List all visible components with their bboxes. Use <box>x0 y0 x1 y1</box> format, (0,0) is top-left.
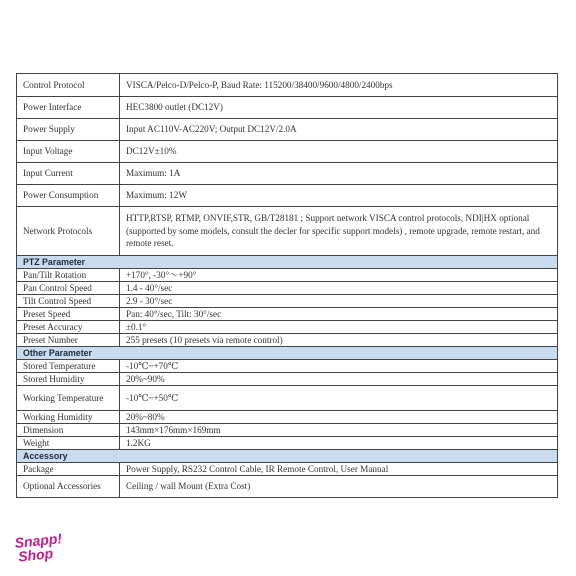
spec-value: HTTP,RTSP, RTMP, ONVIF,STR, GB/T28181 ; Support network VISCA control protocols, NDI|HX optional (supported by some models, consult the decler for specific support models) , remote upgrade, remote restart, and remote reset. <box>120 207 558 256</box>
section-title: Accessory <box>17 450 558 463</box>
spec-key: Control Protocol <box>17 74 120 97</box>
spec-key: Preset Number <box>17 334 120 347</box>
section-header <box>17 450 558 463</box>
table-row <box>17 185 558 207</box>
spec-value: ±0.1° <box>120 321 558 334</box>
spec-value: Maximum: 1A <box>120 163 558 185</box>
spec-value: -10℃~+50℃ <box>120 386 558 411</box>
table-row <box>17 308 558 321</box>
spec-value: Maximum: 12W <box>120 185 558 207</box>
spec-key: Preset Speed <box>17 308 120 321</box>
spec-value: Input AC110V-AC220V; Output DC12V/2.0A <box>120 119 558 141</box>
spec-key: Power Supply <box>17 119 120 141</box>
snappshop-logo <box>14 530 77 564</box>
table-row <box>17 295 558 308</box>
spec-key: Pan/Tilt Rotation <box>17 269 120 282</box>
table-row <box>17 360 558 373</box>
spec-value: 1.4 - 40°/sec <box>120 282 558 295</box>
spec-key: Weight <box>17 437 120 450</box>
table-row <box>17 269 558 282</box>
spec-key: Stored Temperature <box>17 360 120 373</box>
spec-key: Input Current <box>17 163 120 185</box>
table-row <box>17 437 558 450</box>
table-row <box>17 282 558 295</box>
table-row <box>17 207 558 256</box>
table-row <box>17 141 558 163</box>
spec-key: Optional Accessories <box>17 476 120 498</box>
section-header <box>17 347 558 360</box>
spec-value: 255 presets (10 presets via remote control) <box>120 334 558 347</box>
spec-key: Stored Humidity <box>17 373 120 386</box>
spec-value: DC12V±10% <box>120 141 558 163</box>
spec-value: 2.9 - 30°/sec <box>120 295 558 308</box>
spec-key: Power Interface <box>17 97 120 119</box>
spec-key: Network Protocols <box>17 207 120 256</box>
logo-line-2: Shop <box>17 545 54 565</box>
spec-value: VISCA/Pelco-D/Pelco-P, Baud Rate: 115200/38400/9600/4800/2400bps <box>120 74 558 97</box>
spec-value: 143mm×176mm×169mm <box>120 424 558 437</box>
spec-key: Power Consumption <box>17 185 120 207</box>
spec-key: Package <box>17 463 120 476</box>
logo-line-1: Snapp! <box>13 530 63 551</box>
table-row <box>17 334 558 347</box>
section-title: Other Parameter <box>17 347 558 360</box>
table-row <box>17 119 558 141</box>
table-row <box>17 74 558 97</box>
spec-value: Ceiling / wall Mount (Extra Cost) <box>120 476 558 498</box>
section-header <box>17 256 558 269</box>
spec-key: Dimension <box>17 424 120 437</box>
spec-value: 20%~90% <box>120 373 558 386</box>
spec-value: -10℃~+70℃ <box>120 360 558 373</box>
table-row <box>17 476 558 498</box>
spec-value: Power Supply, RS232 Control Cable, IR Remote Control, User Manual <box>120 463 558 476</box>
table-row <box>17 424 558 437</box>
spec-value: Pan: 40°/sec, Tilt: 30°/sec <box>120 308 558 321</box>
spec-key: Working Temperature <box>17 386 120 411</box>
spec-value: 1.2KG <box>120 437 558 450</box>
spec-key: Input Voltage <box>17 141 120 163</box>
spec-key: Pan Control Speed <box>17 282 120 295</box>
section-title: PTZ Parameter <box>17 256 558 269</box>
spec-value: +170°, -30°～+90° <box>120 269 558 282</box>
table-row <box>17 386 558 411</box>
table-row <box>17 97 558 119</box>
spec-value: 20%~80% <box>120 411 558 424</box>
table-row <box>17 463 558 476</box>
spec-key: Tilt Control Speed <box>17 295 120 308</box>
spec-value: HEC3800 outlet (DC12V) <box>120 97 558 119</box>
spec-table <box>16 73 558 498</box>
table-row <box>17 321 558 334</box>
table-row <box>17 373 558 386</box>
table-row <box>17 163 558 185</box>
spec-key: Working Humidity <box>17 411 120 424</box>
spec-key: Preset Accuracy <box>17 321 120 334</box>
table-row <box>17 411 558 424</box>
